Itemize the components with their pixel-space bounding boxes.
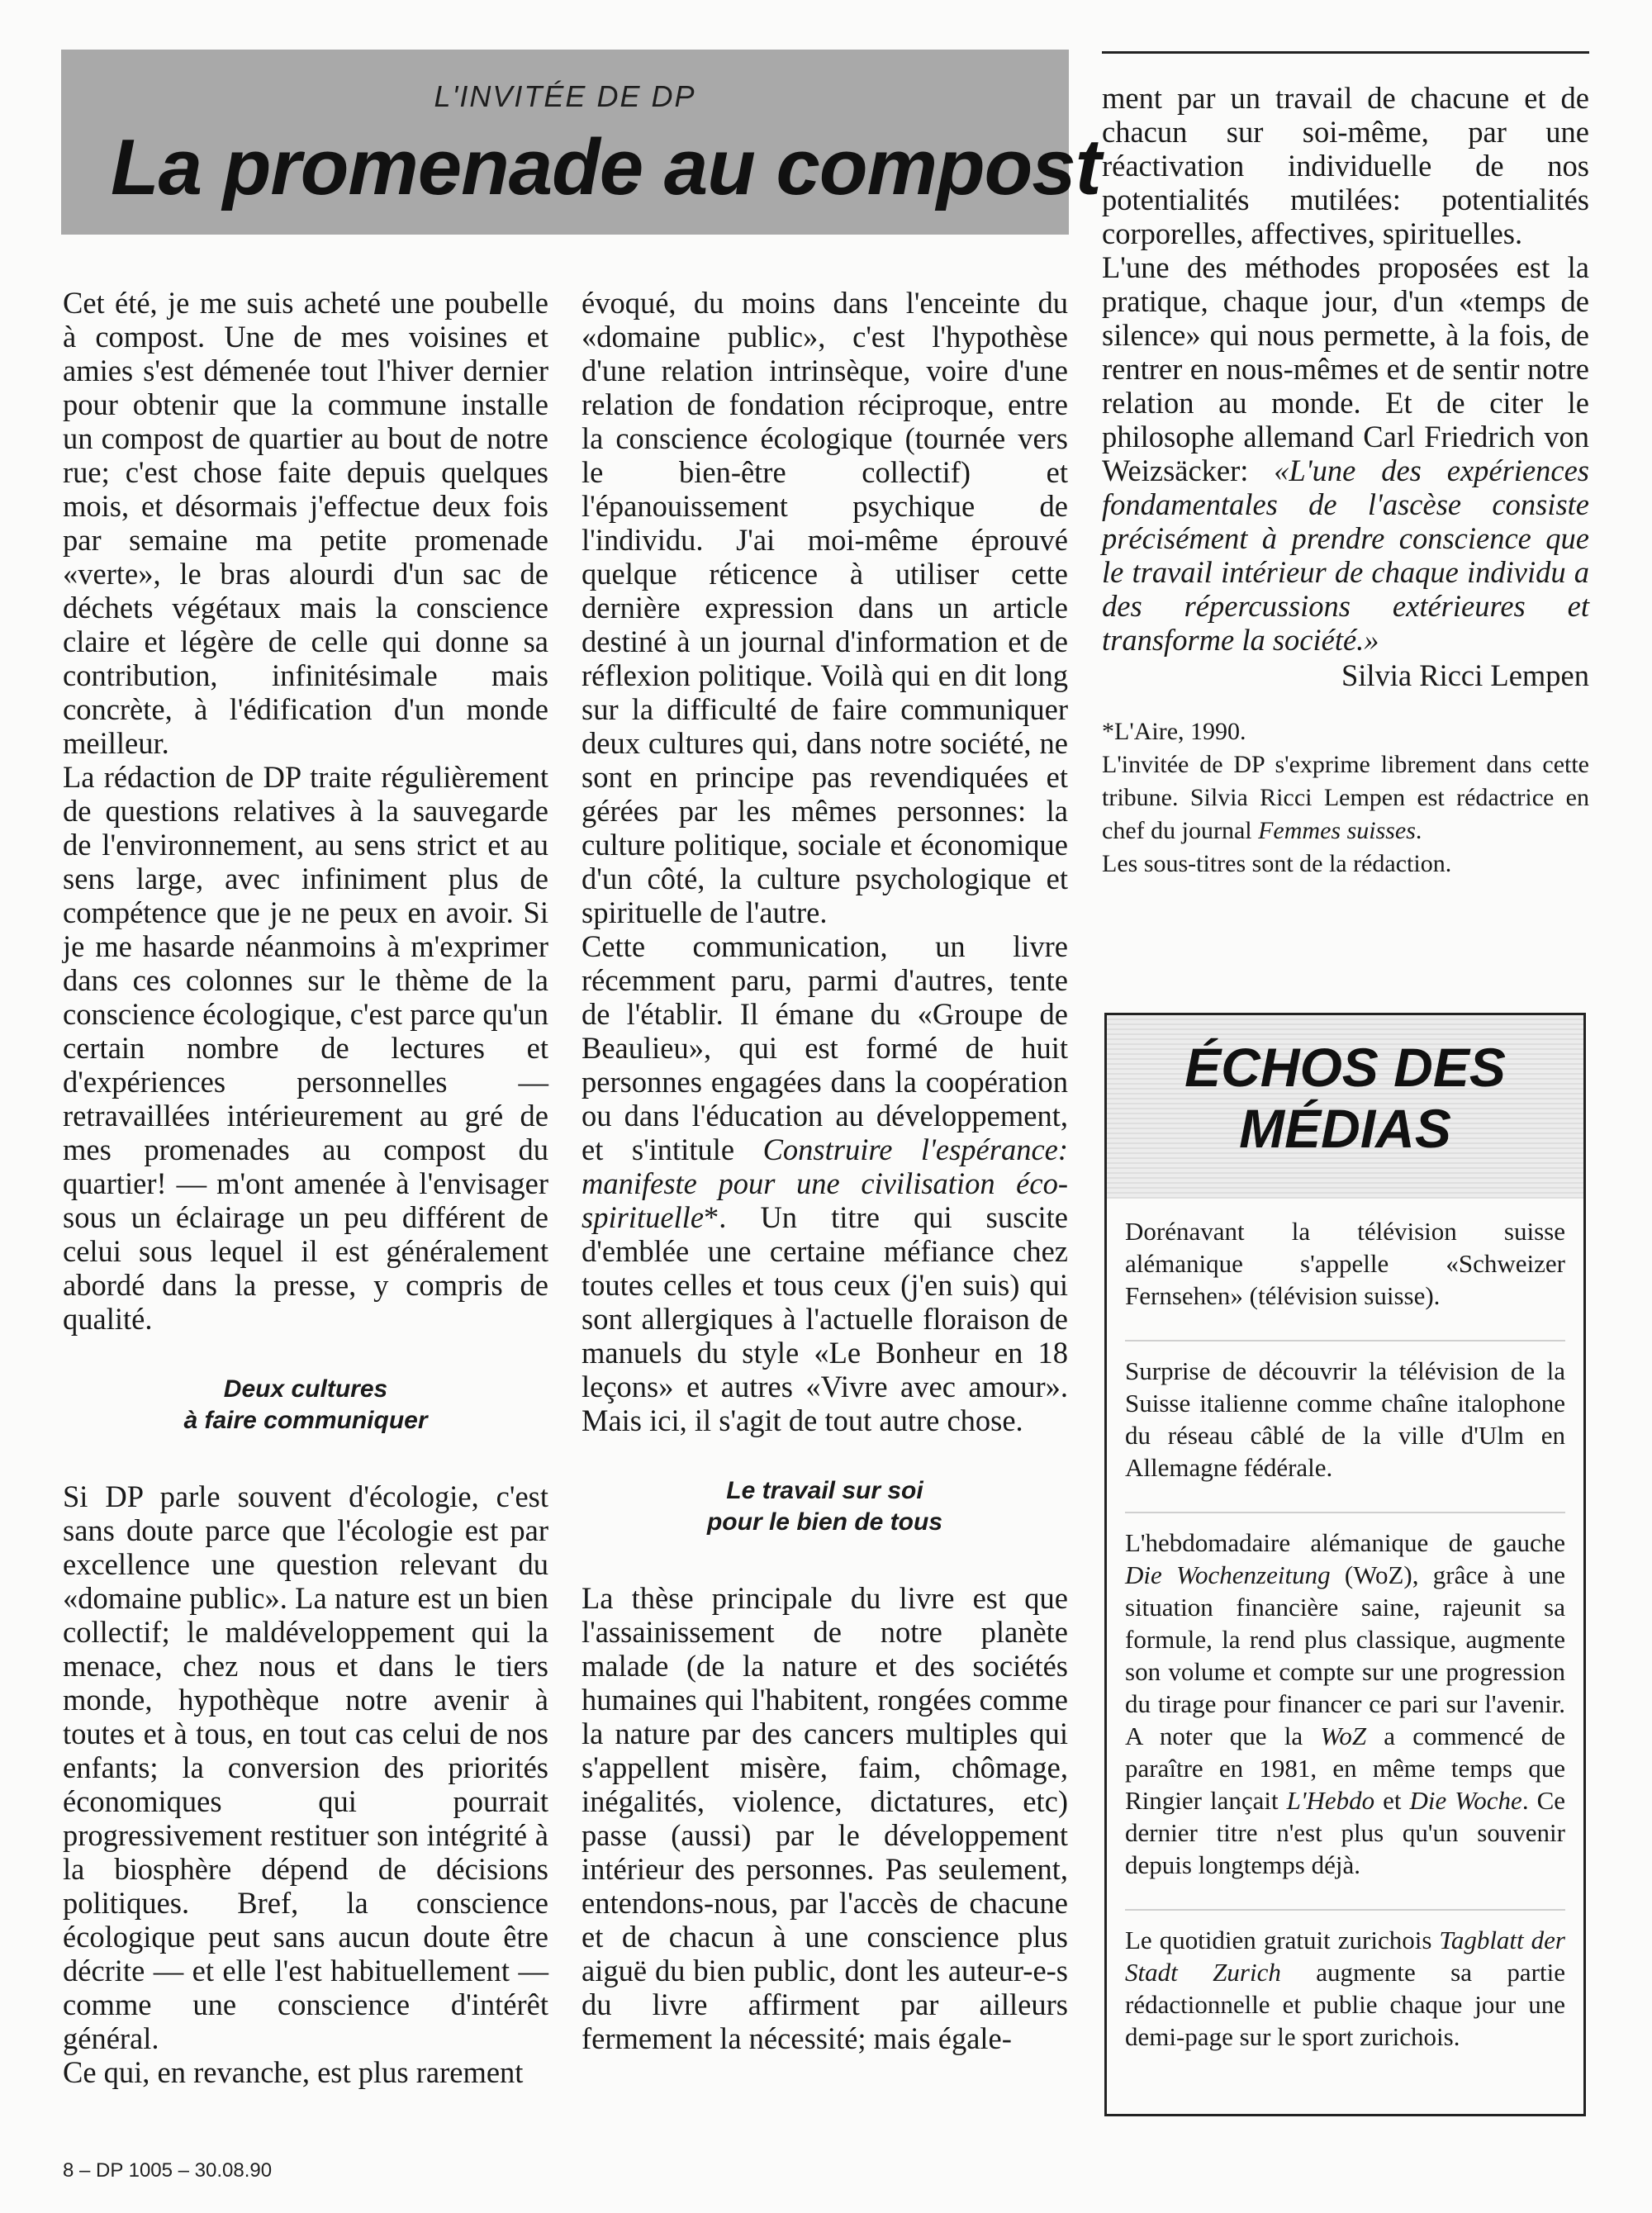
paragraph: La rédaction de DP traite régulièrement de questions relatives à la sauvegarde de l'environnement, au sens strict et au sens large, avec infiniment plus de compétence que je ne peux en avoir. Si je me hasarde néanmoins à m'exprimer dans ces colonnes sur le thème de la conscience écologique, c'est parce qu'un certain nombre de lectures et d'expériences personnelles — retravaillées intérieurement au gré de mes promenades au compost du quartier! — m'ont amenée à l'envisager sous un éclairage un peu différent de celui sous lequel il est généralement abordé dans la presse, y compris de qualité. <box>63 760 548 1336</box>
text-run: augmente sa partie rédactionnelle et publie chaque jour une demi-page sur le sport zurichois. <box>1125 1958 1565 2051</box>
paragraph <box>582 929 1068 1437</box>
echos-list <box>1125 1202 1565 2081</box>
publication-title: WoZ <box>1320 1721 1367 1750</box>
page-folio: 8 – DP 1005 – 30.08.90 <box>63 2159 273 2182</box>
article-column-1 <box>63 286 548 2089</box>
text-run: *. Un titre qui suscite d'emblée une certaine méfiance chez toutes celles et tous ceux (j'en suis) qui sont allergiques à l'actuelle floraison de manuels du style «Le Bonheur en 18 leçons» et autres «Vivre avec amour». Mais ici, il s'agit de tout autre chose. <box>582 1200 1068 1437</box>
paragraph: ment par un travail de chacune et de chacun sur soi-même, par une réactivation individuelle de nos potentialités mutilées: potentialités corporelles, affectives, spirituelles. <box>1102 81 1589 250</box>
article-header <box>61 50 1101 235</box>
paragraph: Ce qui, en revanche, est plus rarement <box>63 2055 524 2089</box>
article-title: La promenade au compost <box>111 123 1101 211</box>
echos-title-line: MÉDIAS <box>1239 1098 1451 1159</box>
editorial-note: Les sous-titres sont de la rédaction. <box>1102 850 1452 877</box>
paragraph: évoqué, du moins dans l'enceinte du «domaine public», c'est l'hypothèse d'une relation intrinsèque, voire d'une relation de fondation réciproque, entre la conscience écologique (tournée vers le bien-être collectif) et l'épanouissement psychique de l'individu. J'ai moi-même éprouvé quelque réticence à utiliser cette dernière expression dans un article destiné à un journal d'information et de réflexion politique. Voilà qui en dit long sur la difficulté de faire communiquer deux cultures qui, dans notre société, ne sont en principe pas revendiquées et gérées par les mêmes personnes: la culture politique, sociale et économique d'un côté, la culture psychologique et spirituelle de l'autre. <box>582 286 1068 929</box>
echos-title <box>1107 1037 1583 1159</box>
book-title: Construire l'espérance: manifeste pour une civilisation éco-spirituelle <box>582 1133 1068 1234</box>
text-run: (WoZ), grâce à une situation financière saine, rajeunit sa formule, la rend plus classique, augmente son volume et compte sur une progression du tirage pour financer ce pari sur l'avenir. A noter que la <box>1125 1560 1566 1750</box>
echo-item: Dorénavant la télévision suisse alémanique s'appelle «Schweizer Fernsehen» (télévision suisse). <box>1125 1202 1565 1342</box>
footnote: *L'Aire, 1990. <box>1102 718 1246 745</box>
echos-box <box>1104 1013 1586 2116</box>
echos-title-line: ÉCHOS DES <box>1184 1037 1506 1098</box>
paragraph: Si DP parle souvent d'écologie, c'est sans doute parce que l'écologie est par excellence une question relevant du «domaine public». La nature est un bien collectif; le maldéveloppement qui la menace, chez nous et dans le tiers monde, hypothèque notre avenir à toutes et à tous, en tout cas celui de nos enfants; la conversion des priorités économiques qui pourrait progressivement restituer son intégrité à la biosphère dépend de décisions politiques. Bref, la conscience écologique peut sans aucun doute être décrite — et elle l'est habituellement — comme une conscience d'intérêt général. <box>63 1479 548 2055</box>
echo-item <box>1125 1911 1565 2081</box>
text-run: L'une des méthodes proposées est la pratique, chaque jour, d'un «temps de silence» qui nous permette, à la fois, de rentrer en nous-mêmes et de sentir notre relation au monde. Et de citer le philosophe allemand Carl Friedrich von Weizsäcker: <box>1102 250 1589 487</box>
subheading <box>582 1475 1068 1538</box>
echos-header <box>1107 1015 1583 1199</box>
echo-item: Surprise de découvrir la télévision de la Suisse italienne comme chaîne italophone du réseau câblé de la ville d'Ulm en Allemagne fédérale. <box>1125 1342 1565 1513</box>
column-rule <box>1102 51 1589 54</box>
journal-title: Femmes suisses <box>1258 817 1416 844</box>
subheading-line: à faire communiquer <box>183 1407 428 1434</box>
article-kicker: L'INVITÉE DE DP <box>434 79 696 113</box>
article-notes <box>1102 715 1589 881</box>
subheading <box>63 1374 548 1437</box>
author-signature: Silvia Ricci Lempen <box>1341 658 1589 692</box>
text-run: L'hebdomadaire alémanique de gauche <box>1125 1528 1565 1557</box>
publication-title: Tagblatt der Stadt Zurich <box>1125 1926 1565 1987</box>
subheading-line: Le travail sur soi <box>726 1477 923 1504</box>
quotation: «L'une des expériences fondamentales de l'ascèse consiste précisément à prendre conscience que le travail intérieur de chaque individu a des répercussions extérieures et transforme la société.» <box>1102 454 1589 657</box>
text-run: Le quotidien gratuit zurichois <box>1125 1926 1440 1954</box>
publication-title: Die Wochenzeitung <box>1125 1560 1331 1589</box>
text-run: L'invitée de DP s'exprime librement dans cette tribune. Silvia Ricci Lempen est rédactrice en chef du journal <box>1102 751 1589 844</box>
subheading-line: Deux cultures <box>223 1375 388 1403</box>
text-run: et <box>1374 1786 1410 1815</box>
author-bio <box>1102 748 1589 848</box>
text-run: a commencé de paraître en 1981, en même temps que Ringier lançait <box>1125 1721 1565 1815</box>
subheading-line: pour le bien de tous <box>706 1508 942 1536</box>
paragraph: Cet été, je me suis acheté une poubelle à compost. Une de mes voisines et amies s'est démenée tout l'hiver dernier pour obtenir que la commune installe un compost de quartier au bout de notre rue; c'est chose faite depuis quelques mois, et désormais j'effectue deux fois par semaine ma petite promenade «verte», le bras alourdi d'un sac de déchets végétaux mais la conscience claire et légère de celle qui donne sa contribution, infinitésimale mais concrète, à l'édification d'un monde meilleur. <box>63 286 548 760</box>
text-run: . <box>1415 817 1422 844</box>
text-run: . Ce dernier titre n'est plus qu'un souvenir depuis longtemps déjà. <box>1125 1786 1566 1879</box>
article-column-3 <box>1102 81 1589 692</box>
paragraph: La thèse principale du livre est que l'assainissement de notre planète malade (de la nature et des sociétés humaines qui l'habitent, rongées comme la nature par des cancers multiples qui s'appellent misère, faim, chômage, inégalités, violence, dictatures, etc) passe (aussi) par le développement intérieur des personnes. Pas seulement, entendons-nous, par l'accès de chacune et de chacun à une conscience plus aiguë du bien public, dont les auteur-e-s du livre affirment par ailleurs fermement la nécessité; mais égale- <box>582 1581 1068 2055</box>
publication-title: Die Woche <box>1409 1786 1522 1815</box>
publication-title: L'Hebdo <box>1286 1786 1375 1815</box>
paragraph <box>1102 250 1589 657</box>
text-run: Cette communication, un livre récemment paru, parmi d'autres, tente de l'établir. Il émane du «Groupe de Beaulieu», qui est formé de huit personnes engagées dans la coopération ou dans l'éducation au développement, et s'intitule <box>582 929 1068 1166</box>
article-column-2 <box>582 286 1068 2055</box>
echo-item <box>1125 1513 1565 1911</box>
